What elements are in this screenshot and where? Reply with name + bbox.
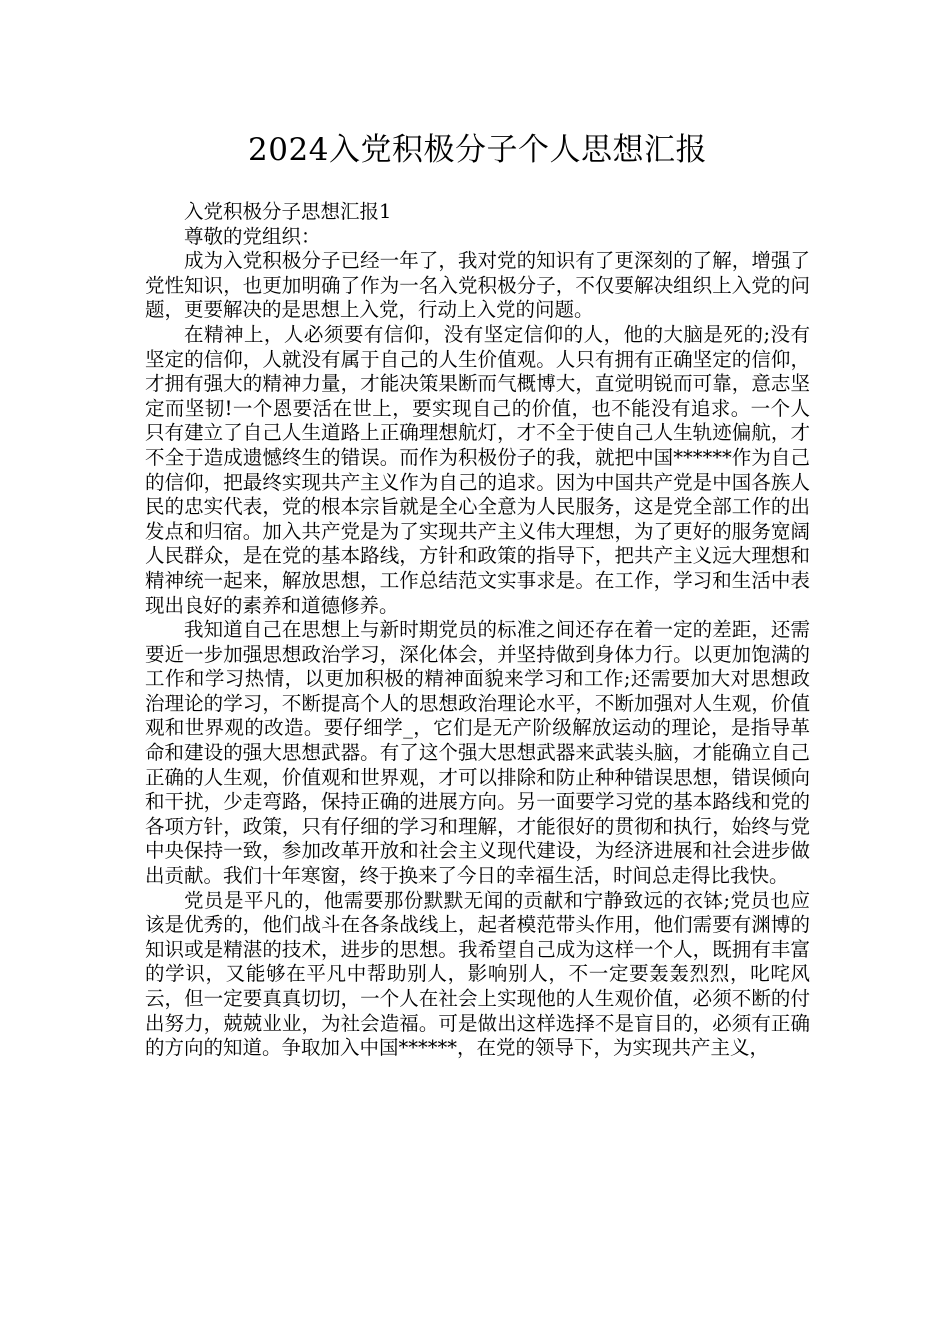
body-paragraph: 成为入党积极分子已经一年了，我对党的知识有了更深刻的了解，增强了党性知识，也更加明确了作为一名入党积极分子，不仅要解决组织上入党的问题，更要解决的是思想上入党，行动上入党的问题。 (145, 249, 810, 322)
report-subtitle: 入党积极分子思想汇报1 (184, 200, 392, 223)
document-page (145, 0, 810, 1344)
document-body (145, 200, 810, 1061)
document-title: 2024入党积极分子个人思想汇报 (248, 132, 707, 168)
body-paragraph: 我知道自己在思想上与新时期党员的标准之间还存在着一定的差距，还需要近一步加强思想政治学习，深化体会，并坚持做到身体力行。以更加饱满的工作和学习热情，以更加积极的精神面貌来学习和工作;还需要加大对思想政治理论的学习，不断提高个人的思想政治理论水平，不断加强对人生观，价值观和世界观的改造。要仔细学_，它们是无产阶级解放运动的理论，是指导革命和建设的强大思想武器。有了这个强大思想武器来武装头脑，才能确立自己正确的人生观，价值观和世界观，才可以排除和防止种种错误思想，错误倾向和干扰，少走弯路，保持正确的进展方向。另一面要学习党的基本路线和党的各项方针，政策，只有仔细的学习和理解，才能很好的贯彻和执行，始终与党中央保持一致，参加改革开放和社会主义现代建设，为经济进展和社会进步做出贡献。我们十年寒窗，终于换来了今日的幸福生活，时间总走得比我快。 (145, 618, 810, 888)
salutation: 尊敬的党组织： (184, 224, 321, 248)
body-paragraph: 在精神上，人必须要有信仰，没有坚定信仰的人，他的大脑是死的;没有坚定的信仰，人就没有属于自己的人生价值观。人只有拥有正确坚定的信仰，才拥有强大的精神力量，才能决策果断而气概博大，直觉明锐而可靠，意志坚定而坚韧!一个恩要活在世上，要实现自己的价值，也不能没有追求。一个人只有建立了自己人生道路上正确理想航灯，才不全于使自己人生轨迹偏航，才不全于造成遗憾终生的错误。而作为积极份子的我，就把中国******作为自己的信仰，把最终实现共产主义作为自己的追求。因为中国共产党是中国各族人民的忠实代表，党的根本宗旨就是全心全意为人民服务，这是党全部工作的出发点和归宿。加入共产党是为了实现共产主义伟大理想，为了更好的服务宽阔人民群众，是在党的基本路线，方针和政策的指导下，把共产主义远大理想和精神统一起来，解放思想，工作总结范文实事求是。在工作，学习和生活中表现出良好的素养和道德修养。 (145, 322, 810, 617)
body-paragraph: 党员是平凡的，他需要那份默默无闻的贡献和宁静致远的衣钵;党员也应该是优秀的，他们战斗在各条战线上，起者模范带头作用，他们需要有渊博的知识或是精湛的技术，进步的思想。我希望自己成为这样一个人，既拥有丰富的学识，又能够在平凡中帮助别人，影响别人，不一定要轰轰烈烈，叱咤风云，但一定要真真切切，一个人在社会上实现他的人生观价值，必须不断的付出努力，兢兢业业，为社会造福。可是做出这样选择不是盲目的，必须有正确的方向的知道。争取加入中国******，在党的领导下，为实现共产主义， (145, 888, 810, 1060)
